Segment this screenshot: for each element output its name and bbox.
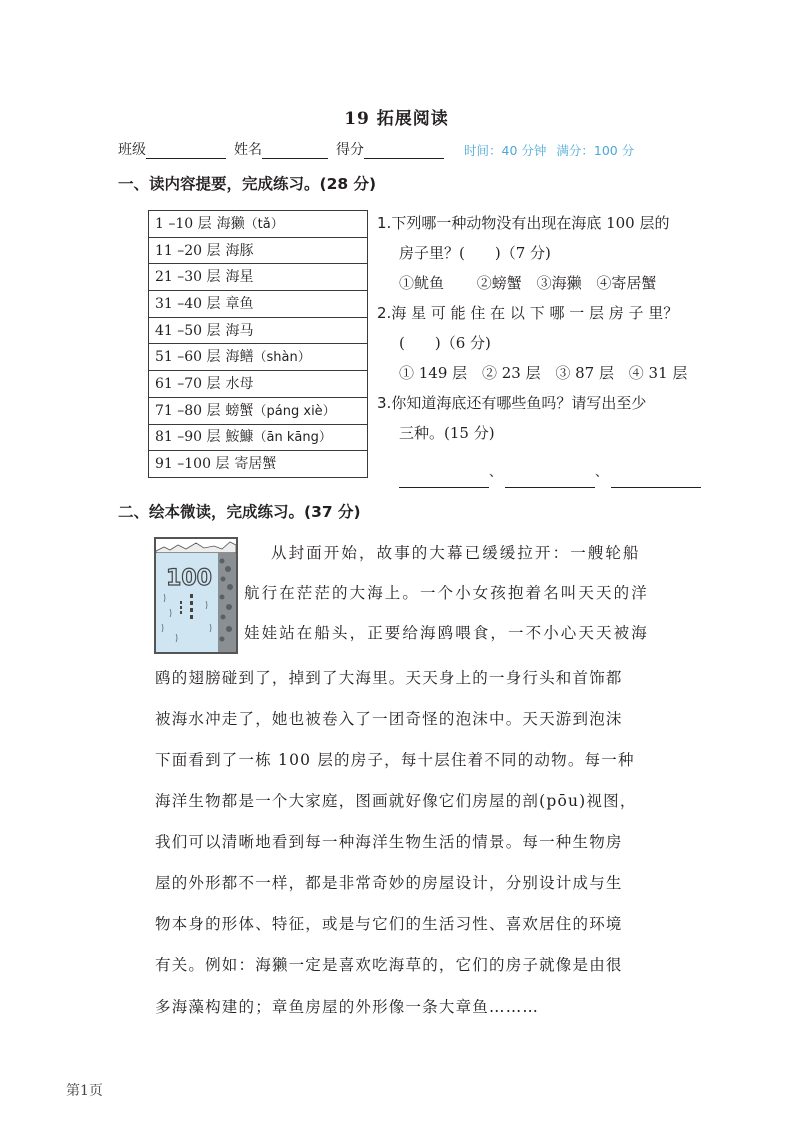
separator: 、	[595, 465, 609, 480]
floor-range: 91 –100 层	[155, 456, 230, 473]
passage-line: 下面看到了一栋 100 层的房子，每十层住着不同的动物。每一种	[155, 751, 635, 769]
animal-name: 海星	[225, 269, 254, 286]
passage-line: 多海藻构建的；章鱼房屋的外形像一条大章鱼………	[155, 998, 540, 1016]
passage-line: 物本身的形体、特征，或是与它们的生活习性、喜欢居住的环境	[155, 915, 623, 933]
option-1[interactable]: ① 149 层	[399, 364, 468, 382]
score-label: 得分	[336, 142, 364, 158]
floor-range: 51 –60 层	[155, 349, 221, 366]
passage-line: 鸥的翅膀碰到了，掉到了大海里。天天身上的一身行头和首饰都	[155, 669, 623, 687]
passage-line: 航行在茫茫的大海上。一个小女孩抱着名叫天天的洋	[244, 584, 649, 602]
question-number: 2.	[377, 304, 392, 322]
question-text-cont: 房子里？( )（7 分)	[399, 244, 551, 262]
time-limit: 时间：40 分钟	[464, 143, 547, 158]
question-text-cont: ( )（6 分)	[399, 334, 491, 352]
passage-line: 有关。例如：海獭一定是喜欢吃海草的，它们的房子就像是由很	[155, 956, 623, 974]
animal-name: 螃蟹	[225, 402, 254, 419]
option-4[interactable]: ④寄居蟹	[596, 274, 657, 292]
option-2[interactable]: ② 23 层	[481, 364, 541, 382]
question-text: 下列哪一种动物没有出现在海底 100 层的	[391, 214, 670, 232]
animal-name: 海鳝	[225, 349, 254, 366]
floor-range: 21 –30 层	[155, 269, 221, 286]
passage-line: 从封面开始，故事的大幕已缓缓拉开：一艘轮船	[271, 544, 641, 562]
reading-passage	[155, 0, 700, 1060]
question-number: 3.	[377, 394, 392, 412]
separator: 、	[489, 465, 503, 480]
passage-line: 娃娃站在船头，正要给海鸥喂食，一不小心天天被海	[244, 624, 649, 642]
pinyin: （páng xiè）	[253, 403, 336, 419]
option-3[interactable]: ③ 87 层	[555, 364, 614, 382]
floor-range: 41 –50 层	[155, 322, 221, 339]
passage-line: 被海水冲走了，她也被卷入了一团奇怪的泡沫中。天天游到泡沫	[155, 710, 623, 728]
floor-range: 81 –90 层	[155, 429, 221, 446]
question-number: 1.	[377, 214, 392, 232]
option-2[interactable]: ②螃蟹	[476, 274, 522, 292]
floor-range: 61 –70 层	[155, 375, 221, 392]
animal-name: 水母	[225, 375, 254, 392]
section2-heading: 二、绘本微读，完成练习。(37 分)	[118, 503, 361, 521]
animal-name: 寄居蟹	[234, 456, 277, 473]
animal-name: 章鱼	[225, 295, 254, 312]
svg-text:100: 100	[166, 566, 212, 591]
floor-range: 11 –20 层	[155, 242, 221, 259]
full-score: 满分：100 分	[556, 143, 635, 158]
question-text: 你知道海底还有哪些鱼吗？请写出至少	[391, 394, 647, 412]
pinyin: （ān kāng）	[253, 430, 332, 446]
section1-heading: 一、读内容提要，完成练习。(28 分)	[118, 175, 377, 193]
question-text-cont: 三种。(15 分)	[399, 424, 495, 442]
pinyin: （shàn）	[253, 350, 311, 366]
question-text: 海 星 可 能 住 在 以 下 哪 一 层 房 子 里？	[391, 304, 679, 322]
option-1[interactable]: ①鱿鱼	[399, 274, 445, 292]
animal-name: 海獭	[216, 215, 245, 232]
passage-line: 我们可以清晰地看到每一种海洋生物生活的情景。每一种生物房	[155, 833, 623, 851]
floor-range: 1 –10 层	[155, 215, 212, 232]
page-title: 19 拓展阅读	[344, 109, 449, 129]
name-label: 姓名	[234, 142, 262, 158]
pinyin: （tǎ）	[244, 216, 284, 232]
floor-range: 71 –80 层	[155, 402, 221, 419]
floor-range: 31 –40 层	[155, 295, 221, 312]
animal-name: 海马	[225, 322, 254, 339]
animal-name: 鮟鱇	[225, 429, 254, 446]
animal-name: 海豚	[225, 242, 254, 259]
passage-line: 屋的外形都不一样，都是非常奇妙的房屋设计，分别设计成与生	[155, 874, 623, 892]
option-3[interactable]: ③海獭	[536, 274, 582, 292]
option-4[interactable]: ④ 31 层	[628, 364, 688, 382]
page-number: 第1页	[66, 1083, 103, 1099]
passage-line: 海洋生物都是一个大家庭，图画就好像它们房屋的剖(pōu)视图，	[155, 792, 637, 810]
class-label: 班级	[118, 142, 146, 158]
